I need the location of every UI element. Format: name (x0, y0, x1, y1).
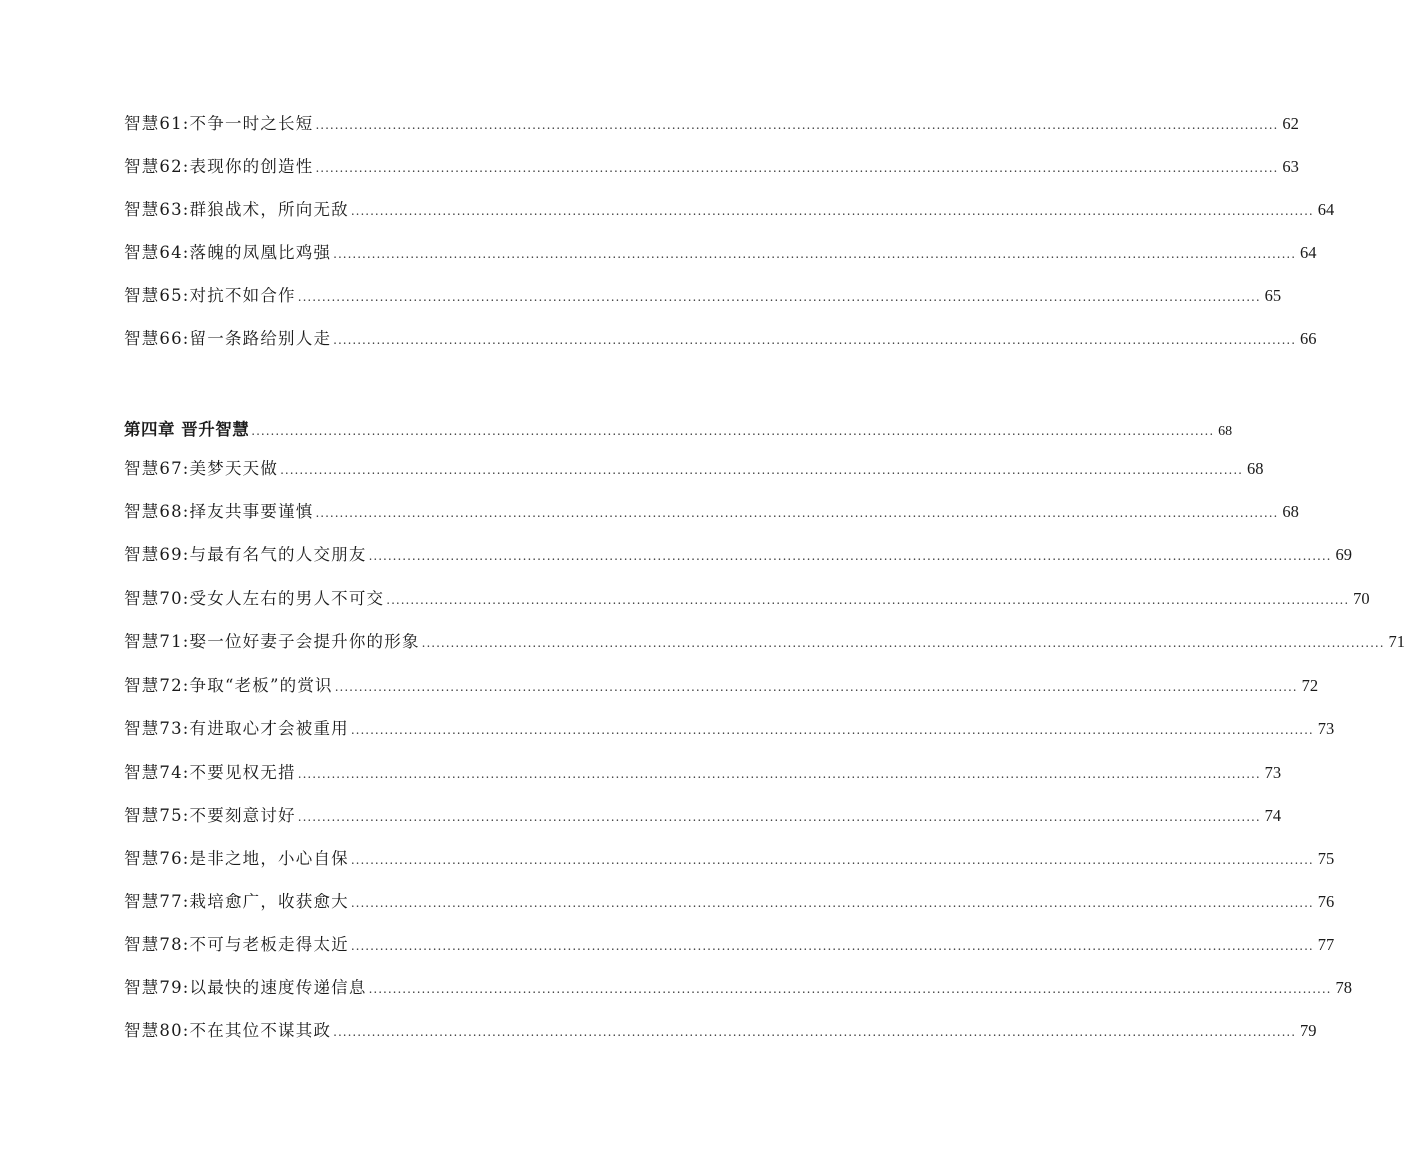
toc-entry-title: 智慧80:不在其位不谋其政 (124, 1021, 332, 1040)
toc-entry (124, 284, 1282, 308)
dot-leader: ........................................................................................................................................................................................................ (297, 767, 1261, 781)
toc-page-number: 79 (1300, 1021, 1317, 1040)
dot-leader: ........................................................................................................................................................................................................ (334, 680, 1298, 694)
dot-leader: ........................................................................................................................................................................................................ (350, 896, 1314, 910)
toc-entry (124, 155, 1299, 179)
dot-leader: ........................................................................................................................................................................................................ (386, 593, 1350, 607)
toc-page-number: 76 (1317, 892, 1335, 911)
dot-leader: ........................................................................................................................................................................................................ (280, 463, 1243, 477)
toc-entry (124, 630, 1405, 654)
toc-entry (124, 457, 1264, 481)
toc-page-number: 68 (1282, 502, 1299, 521)
toc-entry-title: 智慧70:受女人左右的男人不可交 (124, 589, 385, 608)
toc-page-number: 64 (1317, 200, 1335, 219)
toc-entry (124, 890, 1335, 914)
dot-leader: ........................................................................................................................................................................................................ (251, 424, 1215, 438)
toc-entry (124, 847, 1335, 871)
toc-page-number: 68 (1246, 459, 1264, 478)
dot-leader: ........................................................................................................................................................................................................ (421, 636, 1385, 650)
toc-page-number: 66 (1300, 329, 1317, 348)
toc-entry-title: 智慧64:落魄的凤凰比鸡强 (124, 243, 332, 262)
toc-page-number: 62 (1282, 114, 1299, 133)
toc-entry-title: 智慧68:择友共事要谨慎 (124, 502, 314, 521)
dot-leader: ........................................................................................................................................................................................................ (297, 290, 1261, 304)
toc-entry-title: 智慧72:争取“老板”的赏识 (124, 676, 333, 695)
toc-page-number: 73 (1264, 763, 1282, 782)
toc-entry-title: 智慧71:娶一位好妻子会提升你的形象 (124, 632, 420, 651)
toc-entry (124, 804, 1282, 828)
toc-entry-title: 智慧73:有进取心才会被重用 (124, 719, 349, 738)
toc-entry-title: 智慧76:是非之地，小心自保 (124, 849, 349, 868)
toc-entry (124, 761, 1282, 785)
dot-leader: ........................................................................................................................................................................................................ (350, 853, 1314, 867)
toc-page-number: 73 (1317, 719, 1335, 738)
toc-entry (124, 1019, 1317, 1043)
toc-entry (124, 198, 1335, 222)
toc-page-number: 77 (1317, 935, 1335, 954)
toc-entry-title: 智慧74:不要见权无措 (124, 763, 296, 782)
toc-entry (124, 543, 1352, 567)
toc-page-number: 69 (1335, 545, 1352, 564)
toc-page-number: 78 (1335, 978, 1352, 997)
toc-entry (124, 587, 1370, 611)
dot-leader: ........................................................................................................................................................................................................ (368, 549, 1332, 563)
toc-entry (124, 933, 1335, 957)
toc-entry-title: 智慧67:美梦天天做 (124, 459, 279, 478)
dot-leader: ........................................................................................................................................................................................................ (315, 161, 1279, 175)
dot-leader: ........................................................................................................................................................................................................ (350, 723, 1314, 737)
toc-entry (124, 241, 1317, 265)
dot-leader: ........................................................................................................................................................................................................ (333, 1025, 1297, 1039)
toc-entry-title: 智慧62:表现你的创造性 (124, 157, 314, 176)
toc-entry-title: 智慧79:以最快的速度传递信息 (124, 978, 367, 997)
dot-leader: ........................................................................................................................................................................................................ (368, 982, 1332, 996)
toc-entry (124, 112, 1299, 136)
toc-entry (124, 674, 1319, 698)
chapter-title: 第四章 晋升智慧 (124, 420, 250, 439)
toc-page-number: 75 (1317, 849, 1335, 868)
toc-page-number: 65 (1264, 286, 1282, 305)
toc-page-number: 68 (1218, 424, 1233, 439)
toc-page-number: 72 (1301, 676, 1319, 695)
dot-leader: ........................................................................................................................................................................................................ (350, 939, 1314, 953)
toc-entry (124, 976, 1352, 1000)
toc-chapter-heading (124, 418, 1233, 442)
toc-page-number: 63 (1282, 157, 1299, 176)
toc-entry-title: 智慧77:栽培愈广，收获愈大 (124, 892, 349, 911)
dot-leader: ........................................................................................................................................................................................................ (350, 204, 1314, 218)
toc-entry-title: 智慧65:对抗不如合作 (124, 286, 296, 305)
dot-leader: ........................................................................................................................................................................................................ (333, 333, 1297, 347)
toc-entry-title: 智慧69:与最有名气的人交朋友 (124, 545, 367, 564)
dot-leader: ........................................................................................................................................................................................................ (297, 810, 1261, 824)
toc-entry-title: 智慧63:群狼战术，所向无敌 (124, 200, 349, 219)
dot-leader: ........................................................................................................................................................................................................ (333, 247, 1297, 261)
toc-entry-title: 智慧78:不可与老板走得太近 (124, 935, 349, 954)
toc-page-number: 70 (1353, 589, 1370, 608)
toc-entry-title: 智慧61:不争一时之长短 (124, 114, 314, 133)
toc-page-number: 74 (1264, 806, 1282, 825)
toc-entry (124, 500, 1299, 524)
dot-leader: ........................................................................................................................................................................................................ (315, 118, 1279, 132)
toc-page-number: 64 (1300, 243, 1317, 262)
toc-entry (124, 717, 1335, 741)
dot-leader: ........................................................................................................................................................................................................ (315, 506, 1279, 520)
toc-entry-title: 智慧66:留一条路给别人走 (124, 329, 332, 348)
toc-entry-title: 智慧75:不要刻意讨好 (124, 806, 296, 825)
toc-entry (124, 327, 1317, 351)
toc-page-number: 71 (1388, 632, 1405, 651)
